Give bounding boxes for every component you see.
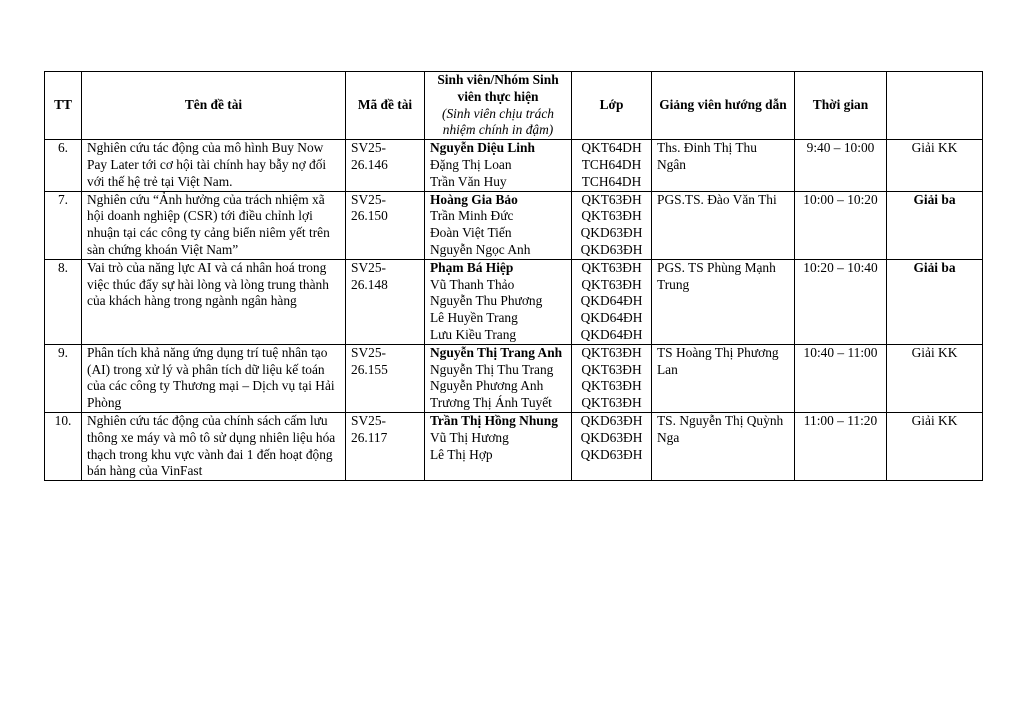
class-code: QKT63ĐH <box>581 259 642 275</box>
header-students-note: (Sinh viên chịu trách nhiệm chính in đậm) <box>442 105 554 138</box>
time-slot: 10:00 – 10:20 <box>795 191 887 259</box>
award-label: Giải KK <box>887 412 983 480</box>
class-code: QKD63ĐH <box>580 241 643 257</box>
header-award <box>887 72 983 140</box>
member-student: Trần Văn Huy <box>430 173 507 189</box>
member-student: Đoàn Việt Tiến <box>430 225 512 241</box>
advisor-name: TS. Nguyễn Thị Quỳnh Nga <box>652 412 795 480</box>
header-topic: Tên đề tài <box>82 72 346 140</box>
student-list <box>425 191 572 259</box>
member-student: Nguyễn Thu Phương <box>430 293 543 309</box>
topic-title: Phân tích khả năng ứng dụng trí tuệ nhân tạo (AI) trong xử lý và phân tích dữ liệu kế toán của các công ty Thương mại – Dịch vụ tại Hải Phòng <box>82 344 346 412</box>
advisor-name: Ths. Đinh Thị Thu Ngân <box>652 140 795 191</box>
time-slot: 10:40 – 11:00 <box>795 344 887 412</box>
class-list <box>572 140 652 191</box>
row-number: 7. <box>45 191 82 259</box>
header-code: Mã đề tài <box>346 72 425 140</box>
topic-title: Vai trò của năng lực AI và cá nhân hoá trong việc thúc đẩy sự hài lòng và lòng trung thành của khách hàng trong ngành ngân hàng <box>82 259 346 344</box>
class-code: TCH64DH <box>581 156 642 172</box>
class-list <box>572 259 652 344</box>
member-student: Trương Thị Ánh Tuyết <box>430 395 552 411</box>
class-code: QKT63ĐH <box>581 395 642 411</box>
member-student: Nguyễn Phương Anh <box>430 378 544 394</box>
award-label: Giải ba <box>887 191 983 259</box>
time-slot: 9:40 – 10:00 <box>795 140 887 191</box>
advisor-name: PGS. TS Phùng Mạnh Trung <box>652 259 795 344</box>
class-code: QKT63ĐH <box>581 276 642 292</box>
topic-code: SV25-26.155 <box>346 344 425 412</box>
class-code: QKT63ĐH <box>581 191 642 207</box>
member-student: Nguyễn Ngọc Anh <box>430 241 531 257</box>
time-slot: 10:20 – 10:40 <box>795 259 887 344</box>
member-student: Đặng Thị Loan <box>430 156 512 172</box>
member-student: Lê Huyền Trang <box>430 310 518 326</box>
student-list <box>425 344 572 412</box>
class-code: QKD64ĐH <box>580 310 643 326</box>
table-row <box>45 259 983 344</box>
class-code: QKD63ĐH <box>580 429 643 445</box>
header-row <box>45 72 983 140</box>
lead-student: Hoàng Gia Bảo <box>430 191 518 207</box>
row-number: 8. <box>45 259 82 344</box>
member-student: Nguyễn Thị Thu Trang <box>430 361 554 377</box>
class-list <box>572 344 652 412</box>
lead-student: Trần Thị Hồng Nhung <box>430 412 558 428</box>
topic-title: Nghiên cứu “Ảnh hưởng của trách nhiệm xã hội doanh nghiệp (CSR) tới điều chỉnh lợi nhuận tại các công ty cảng biển niêm yết trên sàn chứng khoán Việt Nam” <box>82 191 346 259</box>
class-list <box>572 191 652 259</box>
topic-title: Nghiên cứu tác động của mô hình Buy Now Pay Later tới cơ hội tài chính hay bẫy nợ đối với thế hệ trẻ tại Việt Nam. <box>82 140 346 191</box>
header-time: Thời gian <box>795 72 887 140</box>
class-code: QKT63ĐH <box>581 361 642 377</box>
lead-student: Nguyễn Thị Trang Anh <box>430 344 563 360</box>
topic-code: SV25-26.117 <box>346 412 425 480</box>
class-code: QKT64DH <box>581 140 642 156</box>
award-label: Giải KK <box>887 344 983 412</box>
topic-code: SV25-26.150 <box>346 191 425 259</box>
lead-student: Nguyễn Diệu Linh <box>430 140 535 156</box>
header-advisor: Giảng viên hướng dẫn <box>652 72 795 140</box>
advisor-name: TS Hoàng Thị Phương Lan <box>652 344 795 412</box>
header-class: Lớp <box>572 72 652 140</box>
row-number: 10. <box>45 412 82 480</box>
header-students-label: Sinh viên/Nhóm Sinh viên thực hiện <box>437 72 559 104</box>
class-code: QKD63ĐH <box>580 412 643 428</box>
table-row <box>45 191 983 259</box>
topic-code: SV25-26.146 <box>346 140 425 191</box>
header-tt: TT <box>45 72 82 140</box>
table-row <box>45 140 983 191</box>
class-code: QKD63ĐH <box>580 225 643 241</box>
member-student: Vũ Thị Hương <box>430 429 509 445</box>
class-code: QKT63ĐH <box>581 378 642 394</box>
award-label: Giải KK <box>887 140 983 191</box>
advisor-name: PGS.TS. Đào Văn Thi <box>652 191 795 259</box>
student-list <box>425 259 572 344</box>
header-students <box>425 72 572 140</box>
class-code: QKT63ĐH <box>581 344 642 360</box>
topic-title: Nghiên cứu tác động của chính sách cấm lưu thông xe máy và mô tô sử dụng nhiên liệu hóa thạch trong khu vực vành đai 1 đến hoạt động bán hàng của VinFast <box>82 412 346 480</box>
row-number: 9. <box>45 344 82 412</box>
student-list <box>425 412 572 480</box>
class-code: TCH64DH <box>581 173 642 189</box>
class-code: QKD64ĐH <box>580 326 643 342</box>
topic-code: SV25-26.148 <box>346 259 425 344</box>
lead-student: Phạm Bá Hiệp <box>430 259 514 275</box>
row-number: 6. <box>45 140 82 191</box>
member-student: Vũ Thanh Thảo <box>430 276 515 292</box>
class-code: QKD63ĐH <box>580 446 643 462</box>
student-list <box>425 140 572 191</box>
schedule-table <box>44 71 983 481</box>
table-body <box>45 140 983 481</box>
class-code: QKD64ĐH <box>580 293 643 309</box>
class-code: QKT63ĐH <box>581 208 642 224</box>
member-student: Lê Thị Hợp <box>430 446 493 462</box>
class-list <box>572 412 652 480</box>
member-student: Lưu Kiều Trang <box>430 326 517 342</box>
time-slot: 11:00 – 11:20 <box>795 412 887 480</box>
award-label: Giải ba <box>887 259 983 344</box>
table-row <box>45 344 983 412</box>
member-student: Trần Minh Đức <box>430 208 514 224</box>
table-row <box>45 412 983 480</box>
